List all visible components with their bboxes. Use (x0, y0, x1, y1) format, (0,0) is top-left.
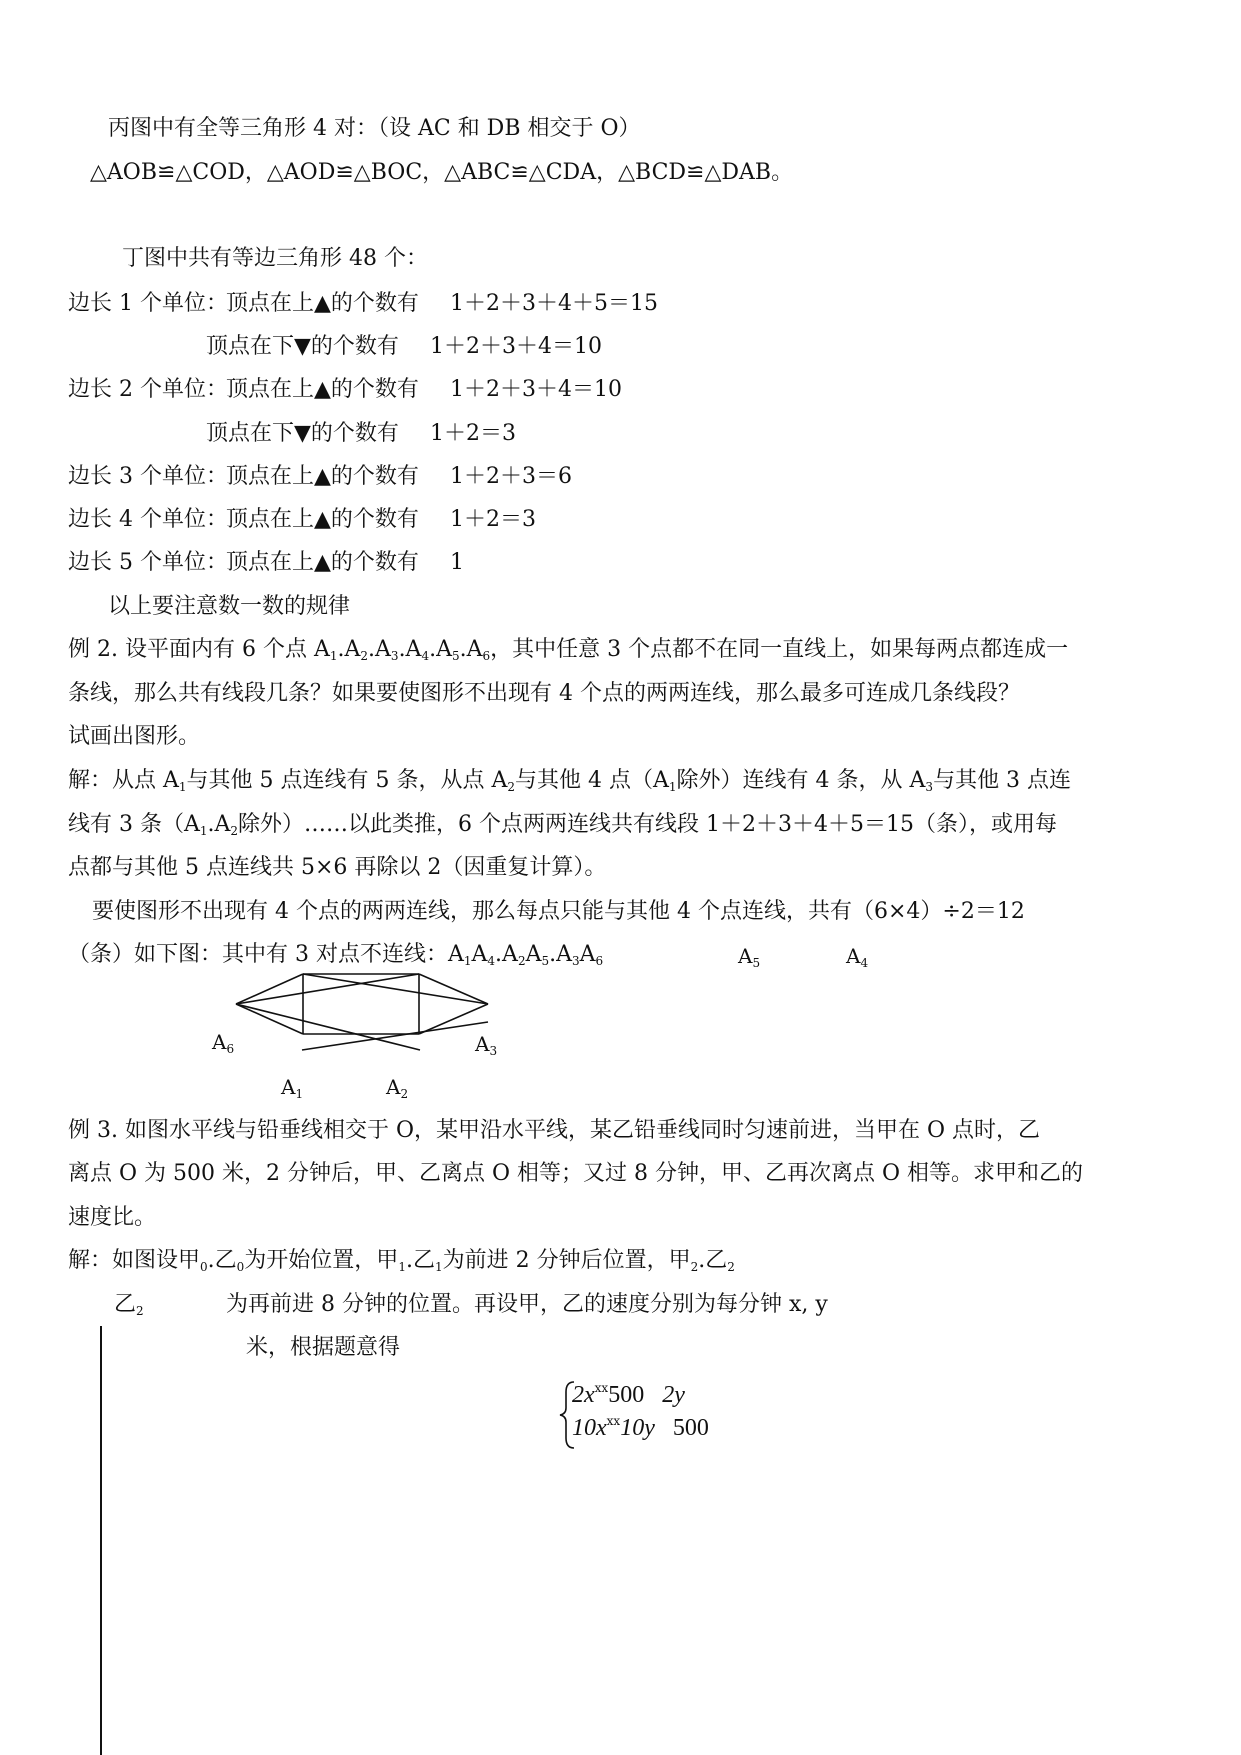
equation-1: $2x^{ⅹⅹ}500$ 2y (572, 1381, 685, 1408)
row-6-text: 顶点在上▲的个数有 (226, 507, 419, 532)
example-3-question-line1: 例 3. 如图水平线与铅垂线相交于 O，某甲沿水平线，某乙铅垂线同时匀速前进，当甲在 O 点时，乙 (68, 1118, 1041, 1143)
example-2-solution-line4: 要使图形不出现有 4 个点的两两连线，那么每点只能与其他 4 个点连线，共有（6×4）÷2＝12 (92, 899, 1025, 924)
row-5-text: 顶点在上▲的个数有 (226, 464, 419, 489)
label-a4: $A_4$ (846, 944, 869, 970)
row-6-label: 边长 4 个单位： (68, 507, 228, 532)
example-2-solution-line5: （条）如下图：其中有 3 对点不连线：$A_1A_4.A_2A_5.A_3A_6$ (68, 942, 604, 968)
row-1-formula: 1＋2＋3＋4＋5＝15 (450, 291, 658, 316)
edge-a4-a3 (419, 974, 488, 1004)
vertical-axis-line (100, 1326, 102, 1755)
example-3-solution-line3: 米，根据题意得 (246, 1335, 401, 1360)
row-4-text: 顶点在下▼的个数有 (206, 421, 399, 446)
row-7-label: 边长 5 个单位： (68, 550, 228, 575)
label-a6: $A_6$ (212, 1030, 235, 1056)
row-2-text: 顶点在下▼的个数有 (206, 334, 399, 359)
example-2-question-line2: 条线，那么共有线段几条？如果要使图形不出现有 4 个点的两两连线，那么最多可连成几条线段？ (68, 681, 1020, 706)
example-2-solution-line1: 解：从点 $A_1$与其他 5 点连线有 5 条，从点 $A_2$与其他 4 点（$A_1$除外）连线有 4 条，从 $A_3$与其他 3 点连 (68, 768, 1072, 794)
paragraph-note: 以上要注意数一数的规律 (108, 594, 351, 619)
row-7-formula: 1 (450, 550, 464, 575)
edge-a3-a1 (302, 1022, 488, 1050)
row-2-formula: 1＋2＋3＋4＝10 (430, 334, 602, 359)
example-3-question-line2: 离点 O 为 500 米，2 分钟后，甲、乙离点 O 相等；又过 8 分钟，甲、乙再次离点 O 相等。求甲和乙的 (68, 1161, 1084, 1186)
row-5-label: 边长 3 个单位： (68, 464, 228, 489)
edge-a3-a2 (419, 1004, 488, 1034)
row-1-label: 边长 1 个单位： (68, 291, 228, 316)
paragraph-bing-line1: 丙图中有全等三角形 4 对：（设 AC 和 DB 相交于 O） (108, 116, 641, 141)
equation-2: $10x^{ⅹⅹ}10y$ 500 (572, 1414, 709, 1441)
row-1-text: 顶点在上▲的个数有 (226, 291, 419, 316)
example-2-solution-line3: 点都与其他 5 点连线共 5×6 再除以 2（因重复计算）。 (68, 855, 607, 880)
label-a5: $A_5$ (738, 944, 761, 970)
row-7-text: 顶点在上▲的个数有 (226, 550, 419, 575)
row-5-formula: 1＋2＋3＝6 (450, 464, 572, 489)
edge-a6-a2 (236, 1004, 420, 1050)
label-a2: $A_2$ (386, 1075, 409, 1101)
row-6-formula: 1＋2＝3 (450, 507, 536, 532)
example-3-question-line3: 速度比。 (68, 1205, 157, 1230)
paragraph-ding-intro: 丁图中共有等边三角形 48 个： (122, 246, 428, 271)
example-3-solution-line1: 解：如图设甲$_0$.乙$_0$为开始位置，甲$_1$.乙$_1$为前进 2 分钟后位置，甲$_2$.乙$_2$ (68, 1248, 735, 1274)
example-2-question-line1: 例 2. 设平面内有 6 个点 $A_1.A_2.A_3.A_4.A_5.A_6$，其中任意 3 个点都不在同一直线上，如果每两点都连成一 (68, 637, 1069, 663)
row-3-label: 边长 2 个单位： (68, 377, 228, 402)
row-3-formula: 1＋2＋3＋4＝10 (450, 377, 622, 402)
row-4-formula: 1＋2＝3 (430, 421, 516, 446)
row-3-text: 顶点在上▲的个数有 (226, 377, 419, 402)
label-a1: $A_1$ (281, 1075, 304, 1101)
paragraph-bing-line2: △AOB≌△COD，△AOD≌△BOC，△ABC≌△CDA，△BCD≌△DAB。 (90, 160, 794, 185)
example-2-question-line3: 试画出图形。 (68, 724, 201, 749)
example-3-solution-line2: 为再前进 8 分钟的位置。再设甲，乙的速度分别为每分钟 x, y (226, 1292, 828, 1317)
example-2-solution-line2: 线有 3 条（$A_1.A_2$除外）……以此类推，6 个点两两连线共有线段 1＋2＋3＋4＋5＝15（条），或用每 (68, 812, 1058, 838)
label-yi-2: 乙$_2$ (114, 1292, 144, 1318)
edge-a6-a5 (236, 974, 303, 1004)
label-a3: $A_3$ (475, 1032, 498, 1058)
